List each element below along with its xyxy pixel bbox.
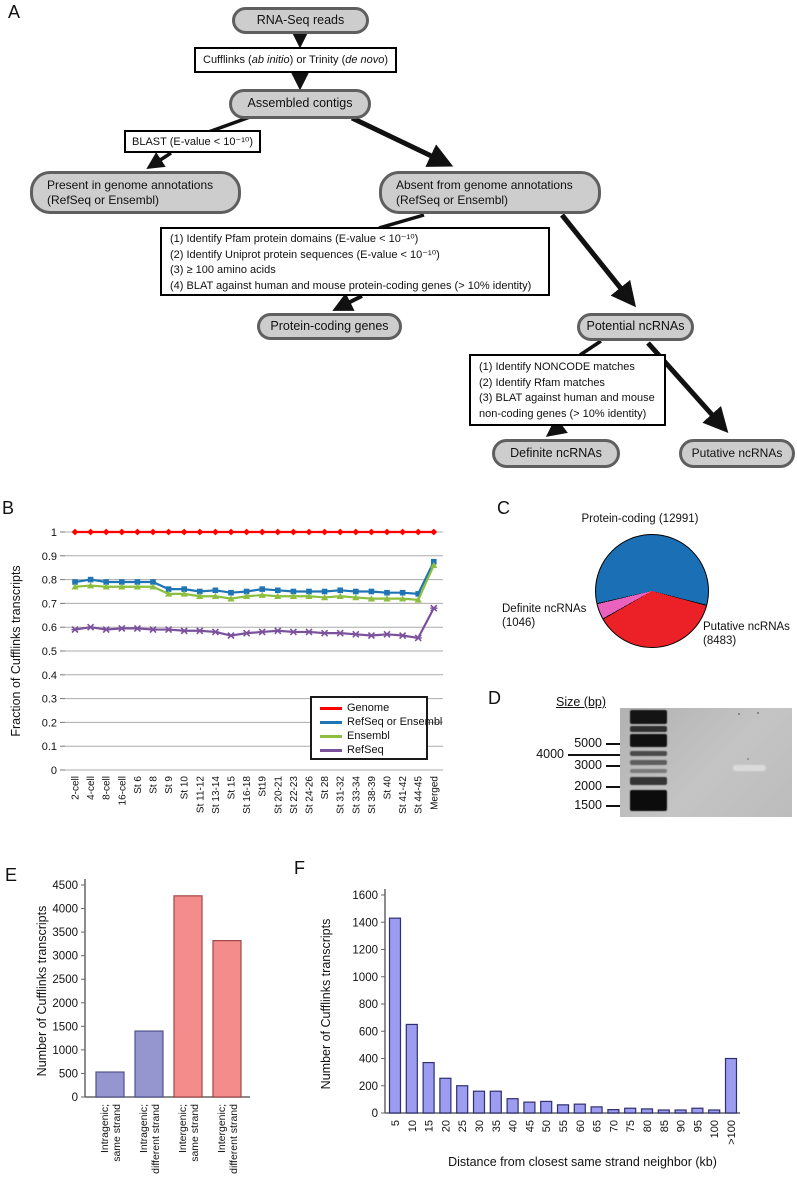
chart-f-bar [507,1099,518,1113]
svg-text:4000: 4000 [52,903,78,916]
b-x-label: St 13-14 [210,776,222,814]
svg-text:0.7: 0.7 [41,598,57,611]
svg-text:0: 0 [50,765,57,777]
svg-text:0.2: 0.2 [41,717,57,730]
present-label: Present in genome annotations (RefSeq or Ensembl) [47,177,214,207]
b-x-label: St 41-42 [398,776,410,814]
svg-text:1000: 1000 [352,971,378,984]
b-x-label: St 16-18 [242,776,254,814]
panel-f-label: F [294,858,305,878]
chart-f-x-label: 55 [558,1120,570,1133]
chart-f-bar [709,1110,720,1113]
gel-marker-2000: 2000 [574,779,602,793]
chart-f-bar [675,1110,686,1113]
b-x-label: St 15 [226,776,238,800]
e-bar-chart [0,868,300,1182]
chart-f-x-label: 60 [574,1120,587,1133]
svg-text:0.1: 0.1 [41,741,57,754]
chart-f-y-axis-label: Number of Cufflinks transcripts [319,918,333,1090]
chart-f-bar [608,1110,619,1113]
chart-f-x-label: 35 [490,1120,503,1133]
b-x-label: 2-cell [70,776,82,800]
svg-text:2000: 2000 [52,997,78,1010]
chart-f-x-label: 45 [524,1120,537,1133]
b-x-label: 16-cell [117,776,129,806]
chart-f-bar [591,1107,602,1113]
svg-text:1200: 1200 [352,944,378,957]
node-cufflinks-trinity [194,47,397,73]
panel-d-label: D [488,688,501,708]
svg-text:1: 1 [50,527,57,539]
node-definite-ncrnas-label: Definite ncRNAs [510,445,602,460]
node-potential-ncrnas [577,313,694,341]
pie-label-definite: Definite ncRNAs (1046) [502,603,587,629]
b-x-label: St 38-39 [366,776,378,814]
chart-f-x-label: 65 [591,1120,604,1133]
b-x-label: Merged [429,776,441,810]
b-legend-swatch [320,735,342,738]
b-x-label: 8-cell [101,776,113,800]
chart-e-x-label: same strand [189,1104,201,1162]
chart-f-x-label: 75 [625,1120,638,1133]
svg-text:400: 400 [358,1053,378,1066]
chart-f-bar [574,1104,585,1113]
b-x-label: St 31-32 [335,776,347,814]
chart-f-x-label: 85 [658,1120,671,1133]
arrow-proteinfilter-to-proteincoding [338,296,362,308]
b-legend-swatch [320,749,342,752]
gel-sample-band [733,765,766,771]
chart-f-x-label: 5 [390,1120,402,1127]
b-x-label: St 8 [148,776,160,794]
gel-marker-5000: 5000 [574,736,602,750]
b-x-label: St 11-12 [195,776,207,814]
chart-f-x-label: 70 [608,1120,621,1133]
chart-f-bar [406,1024,417,1113]
chart-f-x-label: 20 [440,1120,453,1133]
b-legend-label: Ensembl [347,730,390,742]
chart-f-bar [726,1059,737,1114]
protein-filter-item-2: (2) Identify Uniprot protein sequences (E-value < 10⁻¹⁰) [170,248,440,261]
chart-f-x-label: 50 [541,1120,554,1133]
svg-text:0.6: 0.6 [41,622,57,635]
protein-filter-item-4: (4) BLAT against human and mouse protein-coding genes (> 10% identity) [170,279,532,292]
node-ncrna-filter [469,354,666,426]
gel-image [620,708,792,817]
panel-e-label: E [5,865,18,885]
line-potential-to-ncrnafilter [580,341,601,355]
svg-text:0.8: 0.8 [41,574,57,587]
b-x-label: St 9 [164,776,176,794]
b-x-label: St 10 [179,776,191,800]
chart-f-x-label: 95 [692,1120,705,1133]
b-legend-item [320,743,426,757]
c-pie [595,534,709,648]
blast-label: BLAST (E-value < 10⁻¹⁰) [132,136,253,148]
b-legend-label: RefSeq [347,744,384,756]
chart-e-x-label: Intragenic; [138,1104,150,1154]
ncrna-filter-item-3: (3) BLAT against human and mouse non-coding genes (> 10% identity) [479,392,655,420]
chart-f-bar [440,1078,451,1113]
chart-f-x-label: 10 [406,1120,419,1133]
b-x-label: 4-cell [86,776,98,800]
svg-text:4500: 4500 [52,880,78,892]
arrow-blast-to-present [151,153,171,166]
chart-f-bar [642,1109,653,1113]
chart-e-x-label: Intergenic; [177,1104,189,1154]
node-protein-coding-label: Protein-coding genes [270,318,389,333]
b-x-label: St 40 [382,776,394,800]
b-legend-swatch [320,707,342,710]
absent-label: Absent from genome annotations (RefSeq or Ensembl) [396,177,573,207]
chart-f-x-label: 40 [507,1120,520,1133]
b-x-label: St 20-21 [273,776,285,814]
chart-f-x-axis-label: Distance from closest same strand neighbor (kb) [448,1155,717,1169]
chart-f-x-label: 25 [457,1120,470,1133]
chart-f-bar [558,1105,569,1113]
chart-f-bar [390,918,401,1113]
ncrna-filter-item-1: (1) Identify NONCODE matches [479,361,635,373]
chart-f-x-label: 15 [423,1120,436,1133]
chart-f-bar [692,1108,703,1113]
node-assembled-contigs-label: Assembled contigs [247,96,353,111]
b-legend-item [320,729,426,743]
chart-e-x-label: different strand [150,1104,162,1174]
svg-text:0.5: 0.5 [41,646,57,658]
ncrna-filter-item-2: (2) Identify Rfam matches [479,376,605,389]
svg-text:2500: 2500 [52,974,78,987]
svg-text:1600: 1600 [352,890,378,902]
b-x-label: St 28 [320,776,332,800]
node-absent-annotations [379,171,601,214]
chart-f-bar [541,1101,552,1113]
b-x-label: St 22-23 [288,776,300,814]
b-x-label: St 44-45 [413,776,425,814]
node-present-annotations [30,171,241,214]
b-x-label: St19 [257,776,269,797]
b-legend [310,696,443,760]
svg-text:0.4: 0.4 [41,669,57,682]
node-putative-ncrnas-label: Putative ncRNAs [691,446,783,460]
chart-f-x-label: 80 [642,1120,654,1133]
chart-f-bar [524,1102,535,1113]
f-bar-chart [290,861,797,1182]
b-x-label: St 33-34 [351,776,363,814]
b-series-line [75,608,434,638]
b-legend-label: RefSeq or Ensembl [347,716,443,728]
arrow-assembled-to-absent [352,118,446,163]
b-x-label: St 6 [132,776,144,794]
node-rnaseq-reads [232,7,369,34]
b-legend-swatch [320,721,342,724]
panel-a-label: A [8,2,21,22]
chart-e-y-axis-label: Number of Cufflinks transcripts [35,905,49,1077]
svg-text:0: 0 [371,1108,378,1120]
chart-f-bar [490,1091,501,1113]
chart-e-bar [135,1031,163,1097]
b-legend-label: Genome [347,702,390,714]
node-potential-ncrnas-label: Potential ncRNAs [586,319,685,334]
chart-e-x-label: Intergenic; [216,1104,228,1154]
svg-text:3000: 3000 [52,950,78,963]
pie-label-putative: Putative ncRNAs (8483) [703,621,790,647]
arrow-absent-to-potential [562,215,631,301]
svg-text:0.9: 0.9 [41,550,57,563]
chart-f-x-label: 90 [675,1120,688,1133]
chart-e-x-label: different strand [228,1104,240,1174]
svg-text:3500: 3500 [52,927,78,940]
chart-e-bar [174,896,202,1097]
chart-f-x-label: 30 [474,1120,486,1133]
chart-f-x-label: 100 [709,1120,722,1139]
cufflinks-label: Cufflinks (ab initio) or Trinity (de novo) [203,54,389,66]
svg-text:200: 200 [358,1080,378,1093]
chart-f-bar [658,1110,669,1113]
protein-filter-item-1: (1) Identify Pfam protein domains (E-value < 10⁻¹⁰) [170,233,419,245]
arrow-ncrnafilter-to-definite [551,427,559,433]
b-y-axis-label: Fraction of Cufflinks transcripts [9,565,23,737]
node-definite-ncrnas [492,439,620,468]
chart-e-bar [96,1072,124,1097]
chart-f-bar [457,1086,468,1113]
node-blast [124,130,261,153]
chart-f-x-label: >100 [726,1120,738,1145]
protein-filter-item-3: (3) ≥ 100 amino acids [170,264,276,276]
svg-text:1400: 1400 [352,917,378,930]
chart-e-x-label: same strand [111,1104,123,1162]
svg-text:600: 600 [358,1026,378,1039]
chart-f-bar [625,1108,636,1113]
svg-text:500: 500 [58,1068,78,1081]
b-x-label: St 24-26 [304,776,316,814]
svg-text:0: 0 [71,1092,78,1104]
b-line-chart [0,505,480,850]
node-rnaseq-reads-label: RNA-Seq reads [256,12,345,27]
gel-ladder-lane [630,708,667,817]
b-legend-item [320,715,443,729]
b-series-line [75,562,434,594]
gel-marker-3000: 3000 [574,758,602,772]
node-putative-ncrnas [679,439,795,468]
panel-c-label: C [497,498,510,518]
panel-b-label: B [2,498,15,518]
svg-text:800: 800 [358,999,378,1011]
chart-f-bar [474,1091,485,1113]
gel-marker-4000: 4000 [536,747,564,761]
gel-size-title: Size (bp) [556,695,607,709]
svg-text:1000: 1000 [52,1044,78,1057]
pie-label-protein-coding: Protein-coding (12991) [581,513,699,525]
node-protein-coding-genes [257,313,402,340]
chart-e-x-label: Intragenic; [99,1104,111,1154]
b-legend-item [320,701,426,715]
node-protein-filter [160,227,550,296]
chart-f-bar [423,1063,434,1113]
node-assembled-contigs [229,89,371,119]
svg-text:1500: 1500 [52,1021,78,1034]
chart-e-bar [213,941,241,1097]
gel-marker-1500: 1500 [574,798,602,812]
svg-text:0.3: 0.3 [41,693,57,706]
